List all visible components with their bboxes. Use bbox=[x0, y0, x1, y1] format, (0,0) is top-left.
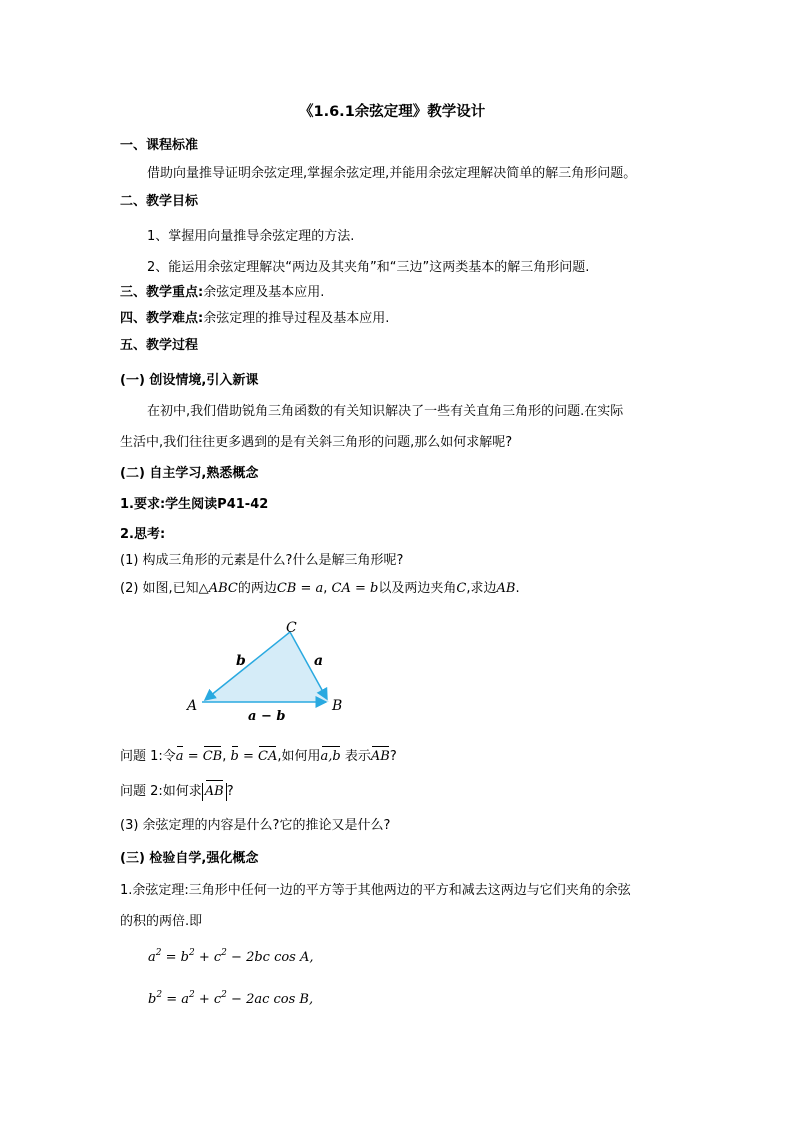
part-3-line-2: 的积的两倍.即 bbox=[120, 914, 203, 929]
goal-1: 1、掌握用向量推导余弦定理的方法. bbox=[147, 229, 355, 244]
section-5-heading: 五、教学过程 bbox=[120, 338, 199, 353]
part-1-line-2: 生活中,我们往往更多遇到的是有关斜三角形的问题,那么如何求解呢? bbox=[120, 435, 513, 450]
vertex-a-label: A bbox=[187, 698, 198, 714]
formula-1: $a^2 = b^2 + c^2 - 2bc$ cos A, bbox=[148, 948, 314, 965]
side-a-label: a bbox=[314, 653, 324, 669]
part-3-heading: (三) 检验自学,强化概念 bbox=[120, 851, 259, 866]
vertex-c-label: C bbox=[286, 620, 297, 636]
question-3-text: (3) 余弦定理的内容是什么?它的推论又是什么? bbox=[120, 818, 391, 833]
section-3-heading: 三、教学重点: bbox=[120, 285, 204, 300]
side-b-label: b bbox=[236, 653, 246, 669]
question-1-vector: 问题 1:令a = CB, b = CA,如何用a,b 表示AB? bbox=[120, 749, 397, 764]
section-4 bbox=[120, 311, 389, 327]
question-2-text: (2) 如图,已知△ABC的两边CB = a, CA = b以及两边夹角C,求边AB. bbox=[120, 581, 520, 596]
part-1-line-1: 在初中,我们借助锐角三角函数的有关知识解决了一些有关直角三角形的问题.在实际 bbox=[147, 404, 624, 419]
question-2-vector: 问题 2:如何求 AB ? bbox=[120, 784, 234, 799]
section-3-text: 余弦定理及基本应用. bbox=[203, 285, 325, 300]
question-1-text: (1) 构成三角形的元素是什么?什么是解三角形呢? bbox=[120, 553, 404, 568]
section-2-heading: 二、教学目标 bbox=[120, 194, 199, 209]
section-3 bbox=[120, 285, 324, 301]
vertex-b-label: B bbox=[332, 698, 343, 714]
requirement: 1.要求:学生阅读P41-42 bbox=[120, 497, 269, 512]
section-1-text: 借助向量推导证明余弦定理,掌握余弦定理,并能用余弦定理解决简单的解三角形问题。 bbox=[147, 166, 637, 181]
part-2-heading: (二) 自主学习,熟悉概念 bbox=[120, 466, 259, 481]
think-label: 2.思考: bbox=[120, 527, 166, 542]
section-4-text: 余弦定理的推导过程及基本应用. bbox=[203, 311, 390, 326]
triangle-figure bbox=[180, 612, 360, 724]
formula-2: $b^2 = a^2 + c^2 - 2ac$ cos B, bbox=[148, 990, 314, 1007]
section-4-heading: 四、教学难点: bbox=[120, 311, 204, 326]
side-ab-label: a − b bbox=[248, 709, 286, 724]
page-title: 《1.6.1余弦定理》教学设计 bbox=[299, 104, 486, 120]
part-1-heading: (一) 创设情境,引入新课 bbox=[120, 373, 259, 388]
goal-2: 2、能运用余弦定理解决“两边及其夹角”和“三边”这两类基本的解三角形问题. bbox=[147, 260, 590, 275]
section-1-heading: 一、课程标准 bbox=[120, 138, 199, 153]
part-3-line-1: 1.余弦定理:三角形中任何一边的平方等于其他两边的平方和减去这两边与它们夹角的余弦 bbox=[120, 883, 631, 898]
